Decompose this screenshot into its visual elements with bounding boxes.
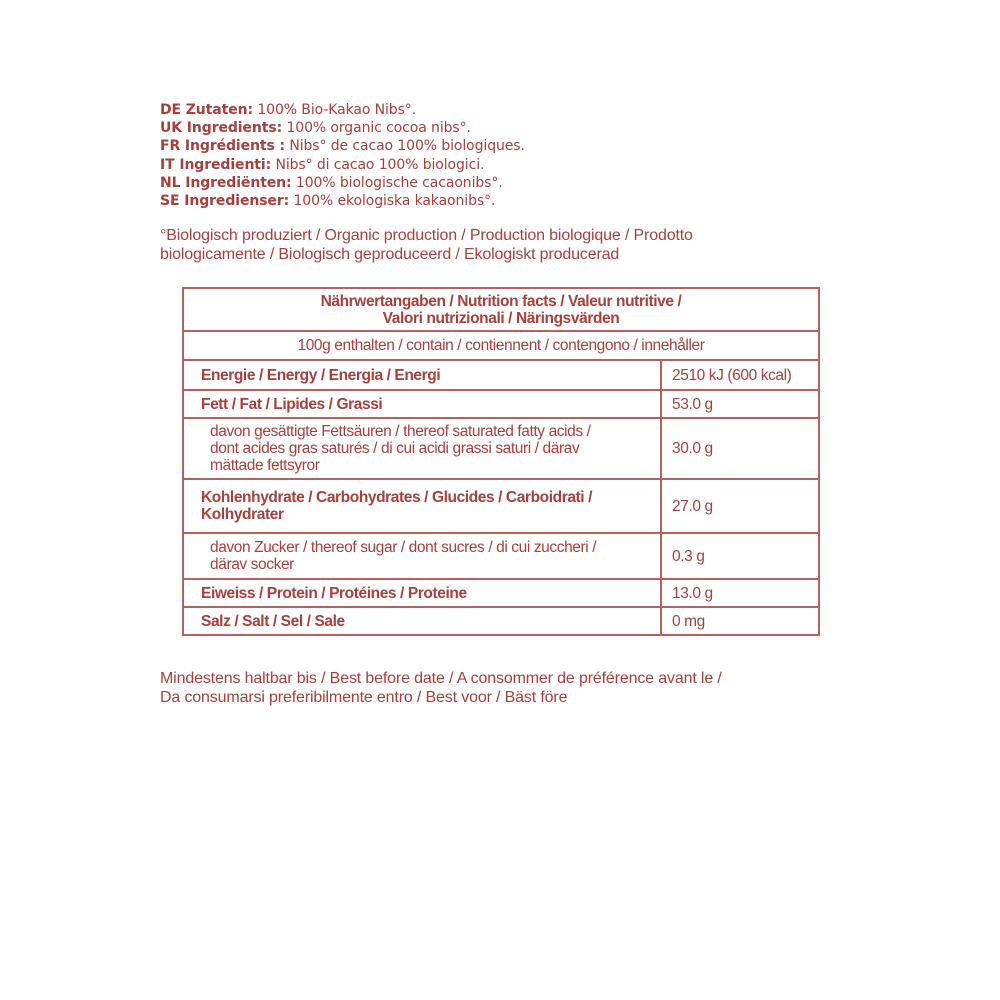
table-row	[183, 360, 819, 390]
nutrient-energy-value: 2510 kJ (600 kcal)	[661, 360, 819, 390]
ingredients-text: 100% organic cocoa nibs°.	[282, 120, 471, 137]
nutrition-title-line: Nährwertangaben / Nutrition facts / Valeur nutritive /	[320, 292, 682, 310]
ingredients-text: Nibs° de cacao 100% biologiques.	[285, 138, 525, 155]
nutrition-title-row	[183, 288, 819, 331]
nutrient-name-line: Kohlenhydrate / Carbohydrates / Glucides / Carboidrati /	[201, 489, 593, 506]
table-row	[183, 390, 819, 418]
nutrient-salt-value: 0 mg	[661, 607, 819, 635]
nutrition-table	[182, 287, 820, 636]
table-row	[183, 607, 819, 635]
ingredients-text: 100% biologische cacaonibs°.	[291, 174, 503, 191]
ingredients-label: UK Ingredients:	[160, 120, 283, 137]
best-before-line: Da consumarsi preferibilmente entro / Best voor / Bäst före	[160, 688, 568, 706]
organic-note-line: °Biologisch produziert / Organic production / Production biologique / Prodotto	[160, 227, 693, 244]
ingredients-nl	[160, 174, 860, 192]
nutrient-carbohydrates-value: 27.0 g	[661, 479, 819, 533]
ingredients-label: NL Ingrediënten:	[160, 174, 292, 191]
table-row	[183, 479, 819, 533]
nutrition-title	[183, 288, 819, 331]
nutrient-fat-value: 53.0 g	[661, 390, 819, 418]
ingredients-fr	[160, 137, 860, 155]
nutrient-name-line: mättade fettsyror	[210, 457, 320, 474]
ingredients-label: SE Ingredienser:	[160, 193, 290, 210]
nutrient-protein-value: 13.0 g	[661, 579, 819, 607]
ingredients-it	[160, 156, 860, 174]
table-row	[183, 418, 819, 479]
nutrient-name-line: dont acides gras saturés / di cui acidi grassi saturi / därav	[210, 440, 580, 457]
ingredients-uk	[160, 119, 860, 137]
nutrient-saturated-fat-value: 30.0 g	[661, 418, 819, 479]
ingredients-label: DE Zutaten:	[160, 102, 253, 118]
nutrient-name-line: därav socker	[210, 556, 294, 573]
nutrient-salt: Salz / Salt / Sel / Sale	[183, 607, 661, 635]
nutrient-fat: Fett / Fat / Lipides / Grassi	[183, 390, 661, 418]
organic-note-line: biologicamente / Biologisch geproduceerd / Ekologiskt producerad	[160, 245, 620, 263]
ingredients-text: Nibs° di cacao 100% biologici.	[271, 156, 485, 173]
ingredients-label: IT Ingredienti:	[160, 156, 272, 173]
table-row	[183, 579, 819, 607]
ingredients-se	[160, 192, 860, 210]
nutrient-name-line: davon gesättigte Fettsäuren / thereof saturated fatty acids /	[210, 423, 591, 440]
ingredients-text: 100% Bio-Kakao Nibs°.	[252, 102, 417, 118]
nutrient-name-line: davon Zucker / thereof sugar / dont sucres / di cui zuccheri /	[210, 539, 597, 556]
nutrition-per-100g: 100g enthalten / contain / contiennent / contengono / innehåller	[183, 331, 819, 360]
nutrition-title-line: Valori nutrizionali / Näringsvärden	[382, 309, 620, 327]
nutrient-carbohydrates	[183, 479, 661, 533]
ingredients-list	[160, 101, 860, 210]
ingredients-text: 100% ekologiska kakaonibs°.	[289, 193, 496, 210]
nutrient-name-line: Kolhydrater	[201, 506, 284, 523]
organic-note	[160, 227, 860, 264]
nutrient-saturated-fat	[183, 418, 661, 479]
nutrient-energy: Energie / Energy / Energia / Energi	[183, 360, 661, 390]
nutrient-sugar-value: 0.3 g	[661, 533, 819, 579]
ingredients-label: FR Ingrédients :	[160, 138, 285, 155]
best-before-line: Mindestens haltbar bis / Best before date / A consommer de préférence avant le /	[160, 670, 722, 687]
nutrition-per-row	[183, 331, 819, 360]
nutrient-sugar	[183, 533, 661, 579]
best-before-note	[160, 670, 880, 707]
ingredients-de	[160, 101, 860, 119]
table-row	[183, 533, 819, 579]
nutrient-protein: Eiweiss / Protein / Protéines / Proteine	[183, 579, 661, 607]
